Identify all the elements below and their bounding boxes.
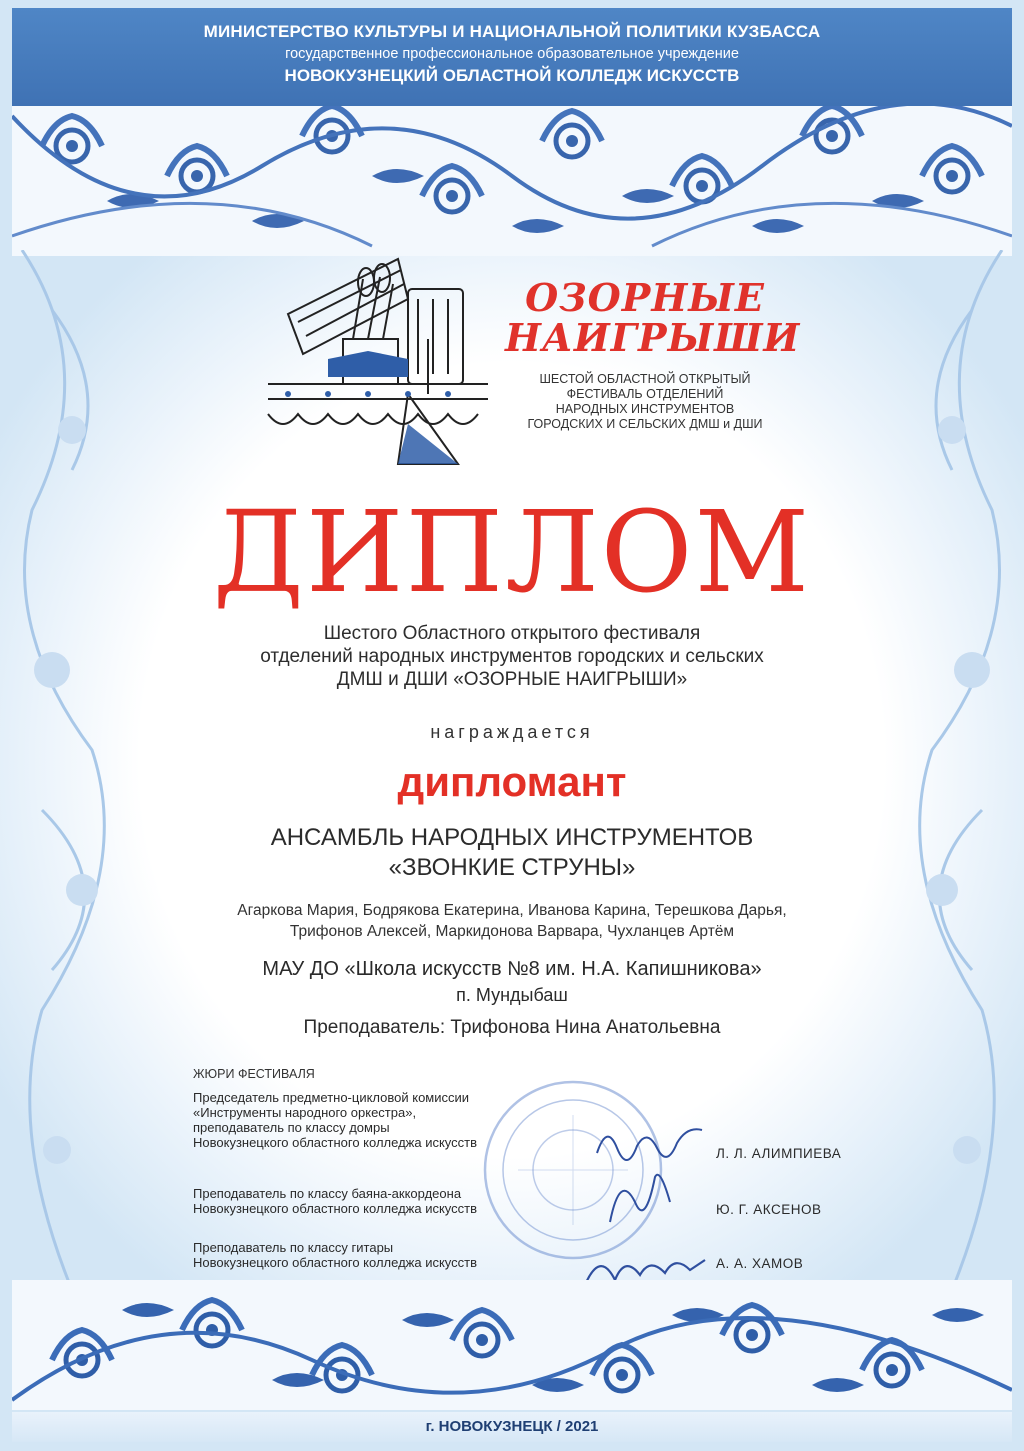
- position-line: Преподаватель по классу гитары: [193, 1240, 394, 1255]
- school-info: [0, 956, 1024, 1008]
- position-line: «Инструменты народного оркестра»,: [193, 1105, 417, 1120]
- award-level: дипломант: [397, 758, 627, 805]
- jury-member-1-position: [193, 1090, 477, 1150]
- awarded-label: награждается: [430, 722, 594, 742]
- signature-aksenov: [600, 1162, 680, 1237]
- festival-subtitle-line: ФЕСТИВАЛЬ ОТДЕЛЕНИЙ: [566, 387, 724, 401]
- festival-title-line2: НАИГРЫШИ: [505, 315, 801, 360]
- festival-logo: [505, 275, 801, 432]
- bottom-floral-ornament: [12, 1280, 1012, 1410]
- header-band: [12, 8, 1012, 106]
- school-locality: п. Мундыбаш: [456, 985, 568, 1005]
- festival-subtitle-line: НАРОДНЫХ ИНСТРУМЕНТОВ: [555, 402, 735, 416]
- festival-title-line1: ОЗОРНЫЕ: [525, 275, 765, 320]
- festival-subtitle-line: ГОРОДСКИХ И СЕЛЬСКИХ ДМШ и ДШИ: [527, 417, 763, 431]
- jury-member-1-name: Л. Л. АЛИМПИЕВА: [716, 1146, 842, 1161]
- jury-member-3-position: [193, 1240, 477, 1270]
- position-line: Новокузнецкого областного колледжа искусств: [193, 1201, 478, 1216]
- jury-member-2-name: Ю. Г. АКСЕНОВ: [716, 1202, 822, 1217]
- members-line: Агаркова Мария, Бодрякова Екатерина, Иванова Карина, Терешкова Дарья,: [237, 902, 787, 919]
- position-line: Новокузнецкого областного колледжа искусств: [193, 1135, 478, 1150]
- position-line: Преподаватель по классу баяна-аккордеона: [193, 1186, 462, 1201]
- diploma-title: ДИПЛОМ: [212, 488, 812, 618]
- festival-description: [0, 622, 1024, 691]
- position-line: Председатель предметно-цикловой комиссии: [193, 1090, 470, 1105]
- position-line: преподаватель по классу домры: [193, 1120, 390, 1135]
- teacher-name: Преподаватель: Трифонова Нина Анатольевна: [303, 1017, 721, 1038]
- festival-subtitle-line: ШЕСТОЙ ОБЛАСТНОЙ ОТКРЫТЫЙ: [539, 372, 751, 386]
- signature-alimpieva: [592, 1118, 712, 1168]
- members-line: Трифонов Алексей, Маркидонова Варвара, Чухланцев Артём: [289, 923, 735, 940]
- description-line: отделений народных инструментов городских и сельских: [260, 646, 764, 667]
- jury-member-2-position: [193, 1186, 477, 1216]
- school-name: МАУ ДО «Школа искусств №8 им. Н.А. Капишникова»: [262, 958, 762, 980]
- description-line: Шестого Областного открытого фестиваля: [323, 623, 701, 644]
- jury-member-3-name: А. А. ХАМОВ: [716, 1256, 804, 1271]
- festival-subtitle: [505, 372, 785, 432]
- ensemble-name: [0, 823, 1024, 883]
- ensemble-line: «ЗВОНКИЕ СТРУНЫ»: [388, 854, 636, 881]
- position-line: Новокузнецкого областного колледжа искусств: [193, 1255, 478, 1270]
- footer-city-year: г. НОВОКУЗНЕЦК / 2021: [12, 1412, 1012, 1442]
- top-floral-ornament: [12, 106, 1012, 256]
- jury-heading: ЖЮРИ ФЕСТИВАЛЯ: [193, 1067, 315, 1081]
- college-name: НОВОКУЗНЕЦКИЙ ОБЛАСТНОЙ КОЛЛЕДЖ ИСКУССТВ: [284, 66, 740, 85]
- institution-type: государственное профессиональное образовательное учреждение: [285, 46, 739, 62]
- description-line: ДМШ и ДШИ «ОЗОРНЫЕ НАИГРЫШИ»: [336, 669, 688, 690]
- ensemble-members: [0, 900, 1024, 942]
- ministry-name: МИНИСТЕРСТВО КУЛЬТУРЫ И НАЦИОНАЛЬНОЙ ПОЛИТИКИ КУЗБАССА: [203, 22, 821, 41]
- ensemble-line: АНСАМБЛЬ НАРОДНЫХ ИНСТРУМЕНТОВ: [270, 824, 754, 851]
- folk-instruments-illustration: [258, 244, 498, 474]
